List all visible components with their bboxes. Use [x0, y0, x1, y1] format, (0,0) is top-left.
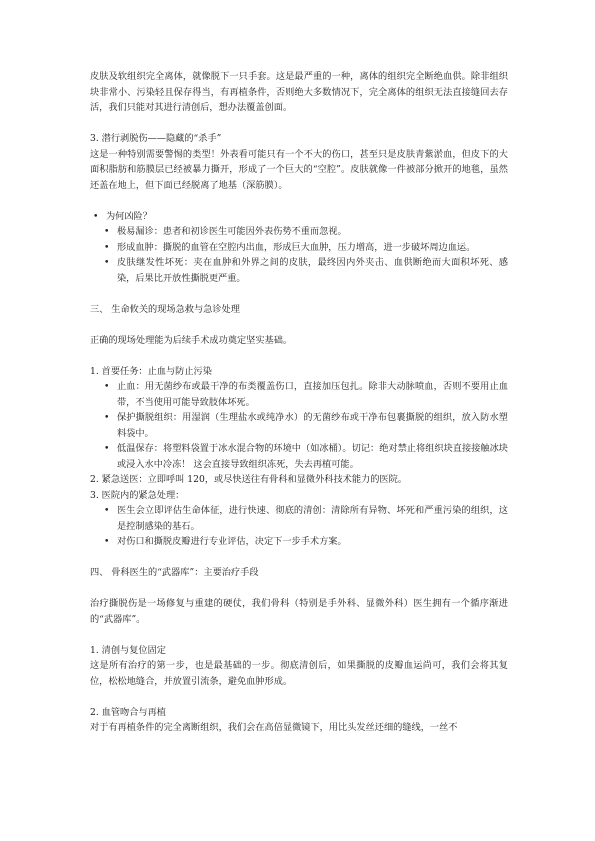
- bullet-icon: •: [104, 443, 110, 454]
- list-item: [90, 503, 508, 534]
- list-item-label: 形成血肿：撕脱的血管在空腔内出血，形成巨大血肿，压力增高，进一步破坏周边血运。: [117, 241, 476, 253]
- list-item-label: 保护撕脱组织：用湿润（生理盐水或纯净水）的无菌纱布或干净布包裹撕脱的组织，放入防水塑料袋中。: [117, 412, 508, 439]
- method-title-replantation: 2. 血管吻合与再植: [90, 706, 166, 718]
- bullet-icon: •: [93, 210, 99, 222]
- paragraph-degloving: 这是一种特别需要警惕的类型！外表看可能只有一个不大的伤口，甚至只是皮肤青紫淤血，但皮下的大面积脂肪和筋膜层已经被暴力撕开，形成了一个巨大的“空腔”。皮肤就像一件被部分掀开的地毯，虽然还盖在地上，但下面已经脱离了地基（深筋膜）。: [90, 148, 508, 191]
- paragraph-arsenal-intro: 治疗撕脱伤是一场修复与重建的硬仗，我们骨科（特别是手外科、显微外科）医生拥有一个循序渐进的“武器库”。: [90, 598, 508, 625]
- list-item: [90, 441, 508, 472]
- paragraph-emergency-intro: 正确的现场处理能为后续手术成功奠定坚实基础。: [90, 334, 293, 346]
- bullet-icon: •: [104, 505, 110, 516]
- bullet-icon: •: [104, 257, 110, 268]
- step-hospital-handling: 3. 医院内的紧急处理：: [90, 489, 185, 501]
- method-title-debridement: 1. 清创与复位固定: [90, 644, 166, 656]
- section-heading-emergency: 三、 生命攸关的现场急救与急诊处理: [90, 303, 240, 315]
- paragraph-complete-avulsion: 皮肤及软组织完全离体，就像脱下一只手套。这是最严重的一种，离体的组织完全断绝血供。除非组织块非常小、污染轻且保存得当，有再植条件，否则绝大多数情况下，完全离体的组织无法直接缝回去存活，我们只能对其进行清创后，想办法覆盖创面。: [90, 71, 508, 113]
- list-item-label: 极易漏诊：患者和初诊医生可能因外表伤势不重而忽视。: [117, 226, 347, 237]
- bullet-icon: •: [104, 381, 110, 392]
- list-item-label: 医生会立即评估生命体征，进行快速、彻底的清创：清除所有异物、坏死和严重污染的组织，这是控制感染的基石。: [117, 505, 508, 532]
- list-item: [90, 410, 508, 441]
- list-item: [90, 240, 508, 256]
- list-item: [90, 255, 508, 286]
- bullet-icon: •: [104, 226, 110, 237]
- list-item: [90, 379, 508, 410]
- document-page: [90, 69, 508, 736]
- paragraph-replantation: 对于有再植条件的完全离断组织，我们会在高倍显微镜下，用比头发丝还细的缝线，一丝不: [90, 722, 458, 733]
- list-item-why-dangerous: [90, 209, 508, 225]
- list-item-label: 对伤口和撕脱皮瓣进行专业评估，决定下一步手术方案。: [117, 536, 347, 547]
- list-item-label: 皮肤继发性坏死：夹在血肿和外界之间的皮肤，最终因内外夹击、血供断绝而大面积坏死、感染，后果比开放性撕脱更严重。: [117, 257, 508, 284]
- paragraph-debridement: 这是所有治疗的第一步，也是最基础的一步。彻底清创后，如果撕脱的皮瓣血运尚可，我们会将其复位，松松地缝合，并放置引流条，避免血肿形成。: [90, 660, 508, 687]
- list-item-label: 止血：用无菌纱布或最干净的布类覆盖伤口，直接加压包扎。除非大动脉喷血，否则不要用止血带，不当使用可能导致肢体坏死。: [117, 381, 508, 408]
- section-heading-arsenal: 四、 骨科医生的“武器库”：主要治疗手段: [90, 567, 259, 578]
- step-emergency-transport: 2. 紧急送医：立即呼叫 120，或尽快送往有骨科和显微外科技术能力的医院。: [90, 474, 407, 485]
- bullet-icon: •: [104, 241, 110, 253]
- list-item-label: 低温保存：将塑料袋置于冰水混合物的环境中（如冰桶）。切记：绝对禁止将组织块直接接触冰块或浸入水中冷冻！ 这会直接导致组织冻死，失去再植可能。: [117, 443, 508, 470]
- list-item-label: 为何凶险？: [106, 210, 152, 222]
- list-item: [90, 534, 508, 550]
- step-title-primary-task: 1. 首要任务：止血与防止污染: [90, 365, 212, 377]
- bullet-icon: •: [104, 412, 110, 423]
- section-title-degloving: 3. 潜行剥脱伤——隐藏的“杀手”: [90, 133, 222, 144]
- list-item: [90, 224, 508, 240]
- bullet-icon: •: [104, 536, 110, 547]
